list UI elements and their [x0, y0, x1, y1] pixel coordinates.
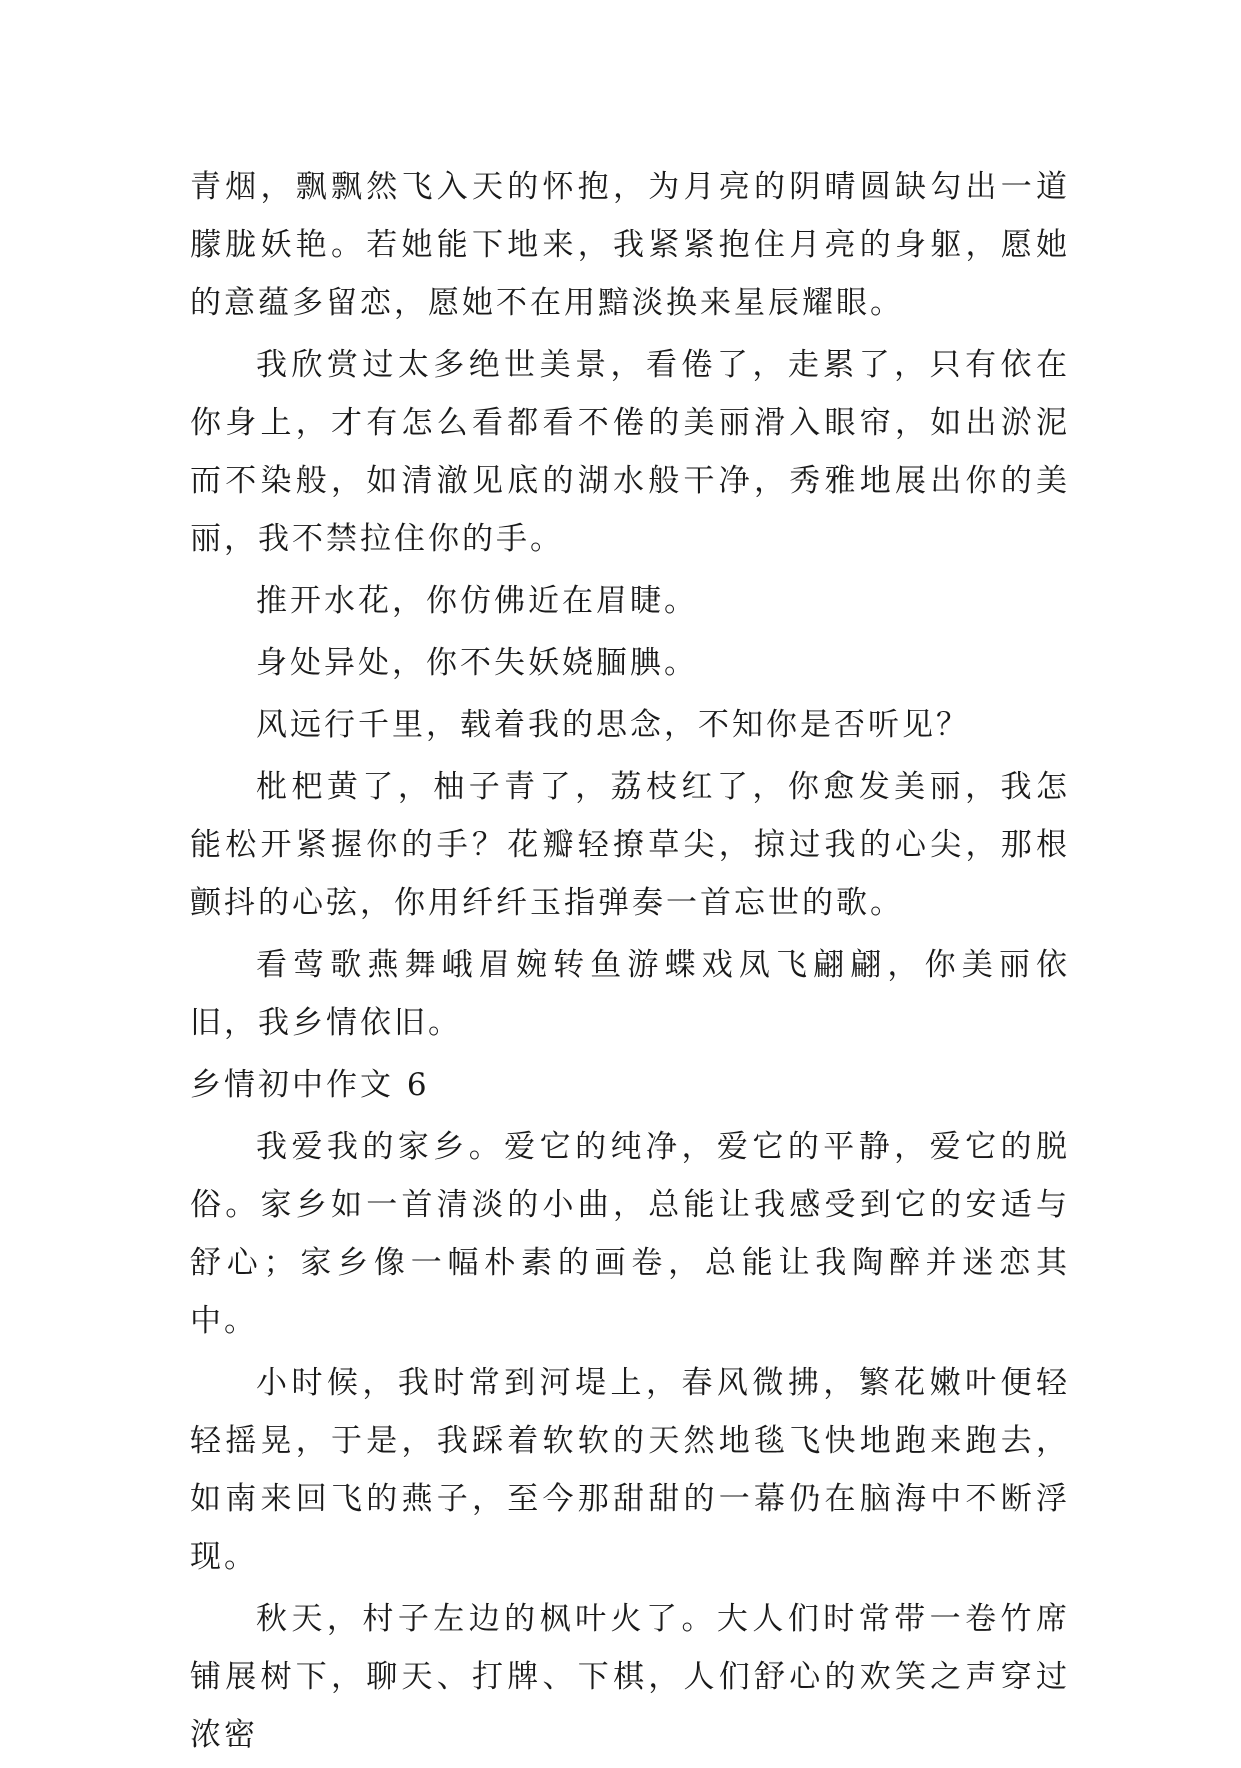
paragraph: 看莺歌燕舞峨眉婉转鱼游蝶戏凤飞翩翩，你美丽依旧，我乡情依旧。 [190, 947, 1070, 1041]
paragraph: 风远行千里，载着我的思念，不知你是否听见？ [256, 707, 970, 743]
paragraph: 枇杷黄了，柚子青了，荔枝红了，你愈发美丽，我怎能松开紧握你的手？花瓣轻撩草尖，掠过我的心尖，那根颤抖的心弦，你用纤纤玉指弹奏一首忘世的歌。 [190, 769, 1070, 921]
section-heading: 乡情初中作文 6 [190, 1067, 430, 1103]
body-text [190, 158, 1070, 1768]
paragraph: 秋天，村子左边的枫叶火了。大人们时常带一卷竹席铺展树下，聊天、打牌、下棋，人们舒心的欢笑之声穿过浓密 [190, 1601, 1070, 1753]
paragraph: 推开水花，你仿佛近在眉睫。 [256, 583, 698, 619]
paragraph: 身处异处，你不失妖娆腼腆。 [256, 645, 698, 681]
paragraph: 青烟，飘飘然飞入天的怀抱，为月亮的阴晴圆缺勾出一道朦胧妖艳。若她能下地来，我紧紧抱住月亮的身躯，愿她的意蕴多留恋，愿她不在用黯淡换来星辰耀眼。 [190, 169, 1070, 321]
paragraph: 小时候，我时常到河堤上，春风微拂，繁花嫩叶便轻轻摇晃，于是，我踩着软软的天然地毯飞快地跑来跑去，如南来回飞的燕子，至今那甜甜的一幕仍在脑海中不断浮现。 [190, 1365, 1070, 1575]
paragraph: 我爱我的家乡。爱它的纯净，爱它的平静，爱它的脱俗。家乡如一首清淡的小曲，总能让我感受到它的安适与舒心；家乡像一幅朴素的画卷，总能让我陶醉并迷恋其中。 [190, 1129, 1070, 1339]
paragraph: 我欣赏过太多绝世美景，看倦了，走累了，只有依在你身上，才有怎么看都看不倦的美丽滑入眼帘，如出淤泥而不染般，如清澈见底的湖水般干净，秀雅地展出你的美丽，我不禁拉住你的手。 [190, 347, 1070, 557]
